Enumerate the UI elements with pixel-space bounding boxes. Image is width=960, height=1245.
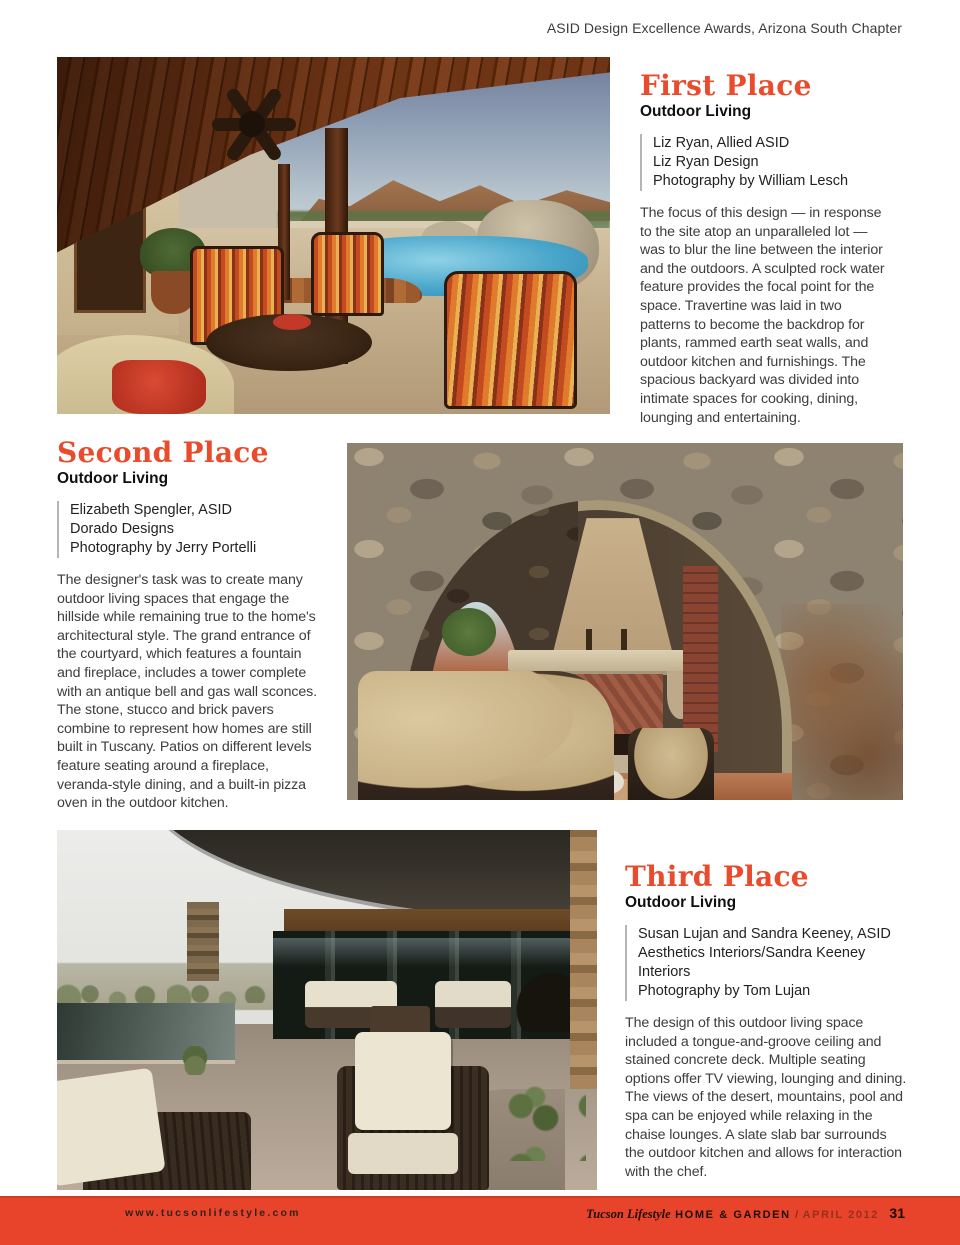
stone-pillar <box>187 902 219 981</box>
second-place-title: Second Place <box>57 436 269 469</box>
footer-separator: / <box>795 1209 799 1221</box>
ceiling-fan <box>239 111 265 137</box>
credit-line: Dorado Designs <box>70 521 174 537</box>
credit-line: Photography by William Lesch <box>653 173 849 189</box>
iron-armchair <box>628 728 714 800</box>
footer-publication-info <box>586 1205 905 1223</box>
third-place-section <box>625 862 907 1181</box>
third-place-credits <box>625 925 907 1001</box>
iron-bench <box>358 671 614 800</box>
credit-line: Elizabeth Spengler, ASID <box>70 502 233 518</box>
first-place-title: First Place <box>640 69 812 102</box>
rust-colored-stone <box>781 604 903 800</box>
wicker-armchair <box>57 1075 251 1190</box>
photo-second-place <box>347 443 903 800</box>
outdoor-sofa <box>435 981 511 1028</box>
white-cushion <box>355 1032 452 1130</box>
red-pillow <box>112 360 206 414</box>
credit-line: Photography by Tom Lujan <box>638 983 811 999</box>
third-place-title: Third Place <box>625 860 809 893</box>
page-number: 31 <box>889 1205 905 1221</box>
first-place-credits <box>640 134 892 191</box>
credit-line: Susan Lujan and Sandra Keeney, ASID <box>638 926 891 942</box>
third-place-category: Outdoor Living <box>625 894 737 911</box>
white-cushion <box>348 1133 459 1174</box>
credit-line: Photography by Jerry Portelli <box>70 540 257 556</box>
page-header: ASID Design Excellence Awards, Arizona South Chapter <box>546 20 902 36</box>
second-place-description: The designer's task was to create many outdoor living spaces that engage the hillside while remaining true to the home's architectural style. The grand entrance of the courtyard, which features a fountain and fireplace, includes a tower complete with an antique bell and gas wall sconces. The stone, stucco and brick pavers combine to represent how homes are still built in Tuscany. Patios on different levels feature seating around a fireplace, veranda-style dining, and a built-in pizza oven in the outdoor kitchen. <box>57 572 318 812</box>
desert-vegetation <box>57 974 273 1003</box>
agave-plant <box>176 1046 214 1075</box>
photo-first-place <box>57 57 610 414</box>
glass-reflection <box>273 938 586 967</box>
first-place-section <box>640 71 892 427</box>
third-place-description: The design of this outdoor living space included a tongue-and-groove ceiling and stained concrete deck. Multiple seating options offer TV viewing, lounging and dining. The views of the desert, mountains, pool and spa can be enjoyed while relaxing in the chaise lounges. A slate slab bar surrounds the outdoor kitchen and allows for interaction with the chef. <box>625 1015 907 1180</box>
magazine-edition: HOME & GARDEN <box>675 1209 791 1221</box>
credit-line: Aesthetics Interiors/Sandra Keeney Interiors <box>638 945 866 980</box>
white-cushion <box>57 1067 166 1186</box>
wicker-armchair <box>327 1032 500 1190</box>
second-place-credits <box>57 501 323 558</box>
brick-column <box>683 566 718 752</box>
first-place-description: The focus of this design — in response to the site atop an unparalleled lot — was to blur the line between the interior and the outdoors. A sculpted rock water feature provides the focal point for the space. Travertine was laid in two patterns to become the backdrop for plants, rammed earth seat walls, and outdoor kitchen and furnishings. The spacious backyard was divided into intimate spaces for cooking, dining, lounging and entertaining. <box>640 205 885 426</box>
credit-line: Liz Ryan Design <box>653 154 759 170</box>
planter-pot <box>151 271 195 314</box>
striped-armchair <box>444 271 577 409</box>
first-place-category: Outdoor Living <box>640 103 752 120</box>
website-link[interactable]: www.tucsonlifestyle.com <box>125 1207 301 1219</box>
garden-shrubs <box>500 1082 586 1161</box>
issue-date: APRIL 2012 <box>802 1209 879 1221</box>
credit-line: Liz Ryan, Allied ASID <box>653 135 790 151</box>
stone-pillar <box>570 830 597 1089</box>
second-place-category: Outdoor Living <box>57 470 169 487</box>
magazine-name: Tucson Lifestyle <box>586 1207 671 1221</box>
striped-armchair <box>311 232 383 317</box>
second-place-section <box>57 438 323 813</box>
courtyard-tree <box>442 608 496 656</box>
photo-third-place <box>57 830 597 1190</box>
footer-bar <box>0 1196 960 1245</box>
